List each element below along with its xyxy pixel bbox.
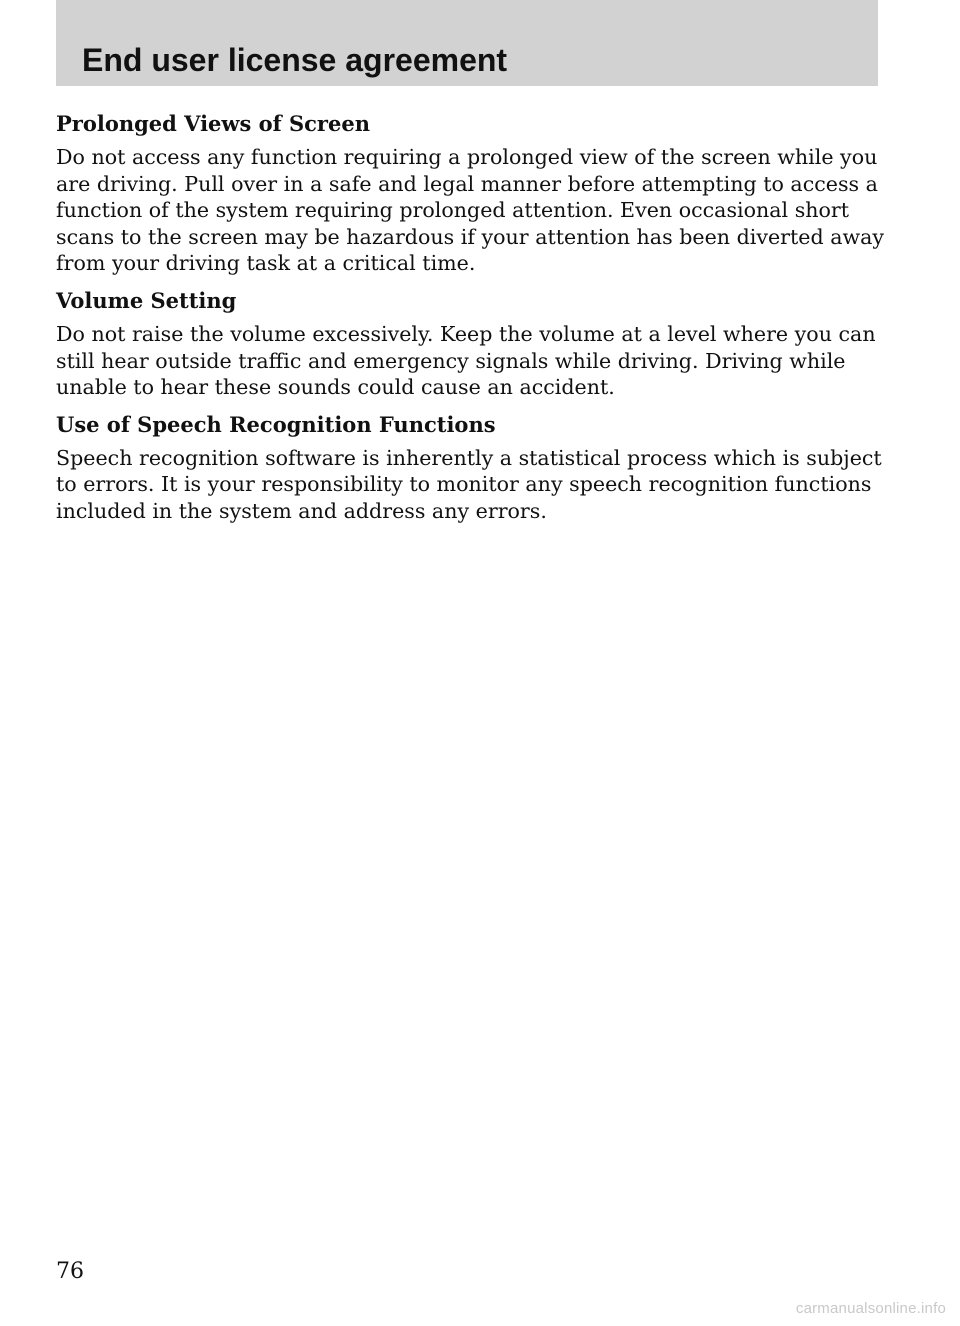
document-content (56, 108, 886, 533)
section-prolonged-views (56, 108, 886, 277)
section-heading: Use of Speech Recognition Functions (56, 411, 496, 437)
section-speech-recognition (56, 409, 886, 525)
section-body: Do not access any function requiring a prolonged view of the screen while you are driving. Pull over in a safe and legal manner before attempting to access a function of the system requiring prolonged attention. Even occasional short scans to the screen may be hazardous if your attention has been diverted away from your driving task at a critical time. (56, 145, 885, 276)
section-heading: Prolonged Views of Screen (56, 111, 370, 136)
page-title: End user license agreement (82, 42, 508, 78)
page-header-band (56, 0, 878, 86)
section-body: Do not raise the volume excessively. Keep the volume at a level where you can still hear outside traffic and emergency signals while driving. Driving while unable to hear these sounds could cause an accident. (56, 321, 876, 400)
watermark: carmanualsonline.info (795, 1300, 946, 1317)
page-number: 76 (56, 1259, 84, 1284)
section-volume-setting (56, 285, 886, 401)
section-heading: Volume Setting (56, 287, 237, 313)
section-body: Speech recognition software is inherently a statistical process which is subject to errors. It is your responsibility to monitor any speech recognition functions included in the system and address any errors. (56, 445, 882, 523)
